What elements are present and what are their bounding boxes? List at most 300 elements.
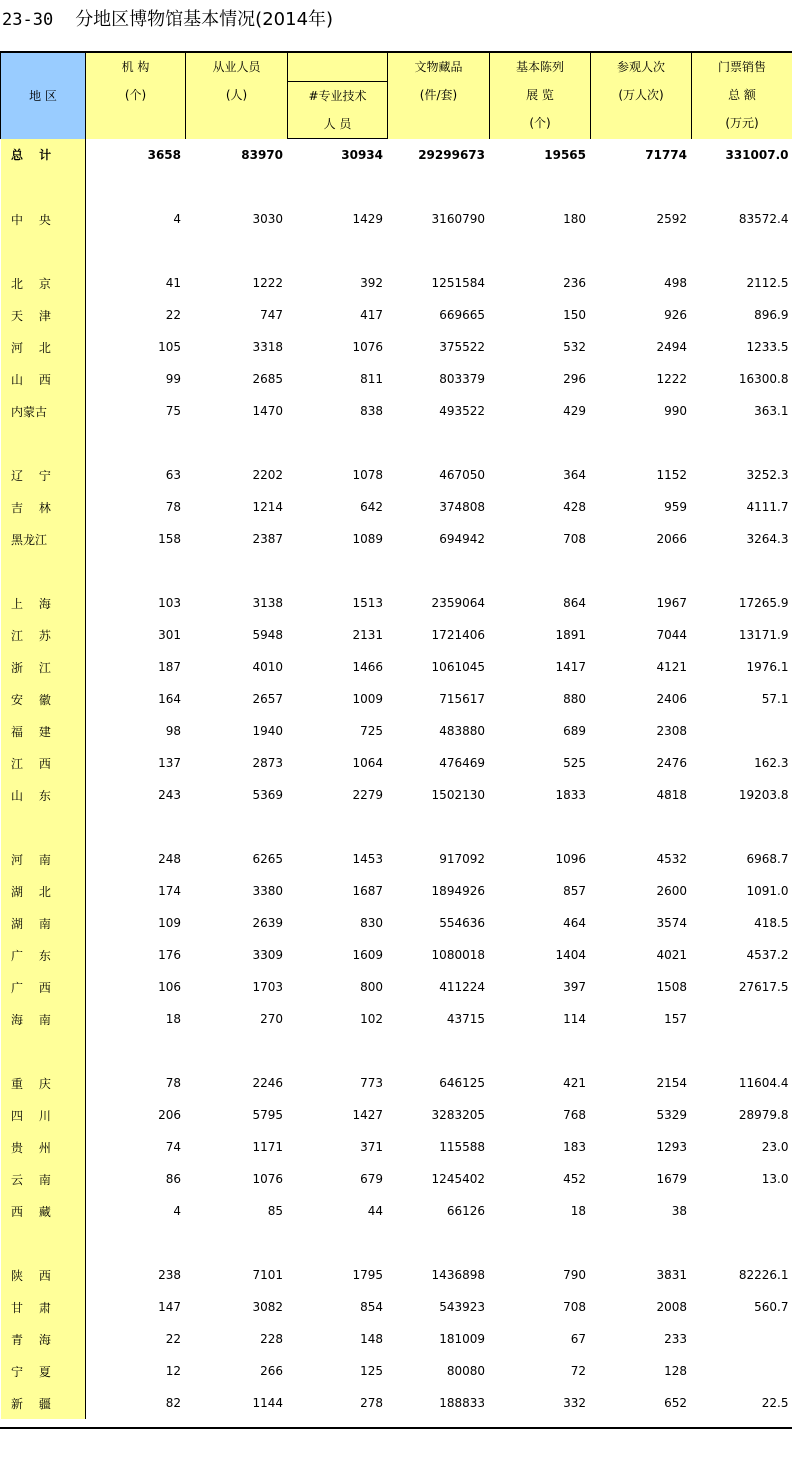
table-row bbox=[1, 459, 792, 491]
value-cell: 669665 bbox=[388, 299, 490, 331]
value-cell: 694942 bbox=[388, 523, 490, 555]
value-cell: 476469 bbox=[388, 747, 490, 779]
value-cell: 864 bbox=[490, 587, 591, 619]
value-cell: 4010 bbox=[186, 651, 288, 683]
value-cell bbox=[86, 1227, 186, 1259]
value-cell: 708 bbox=[490, 1291, 591, 1323]
value-cell bbox=[692, 811, 792, 843]
value-cell bbox=[186, 1035, 288, 1067]
table-gap-row bbox=[1, 235, 792, 267]
value-cell: 2494 bbox=[591, 331, 692, 363]
value-cell: 2639 bbox=[186, 907, 288, 939]
value-cell: 1427 bbox=[288, 1099, 388, 1131]
value-cell bbox=[288, 235, 388, 267]
region-cell: 总 计 bbox=[1, 139, 86, 172]
region-cell: 贵 州 bbox=[1, 1131, 86, 1163]
value-cell: 17265.9 bbox=[692, 587, 792, 619]
header-staff-pro: #专业技术 人 员 bbox=[288, 82, 388, 139]
value-cell bbox=[186, 811, 288, 843]
table-row bbox=[1, 587, 792, 619]
value-cell: 2592 bbox=[591, 203, 692, 235]
value-cell: 28979.8 bbox=[692, 1099, 792, 1131]
value-cell: 1513 bbox=[288, 587, 388, 619]
value-cell: 452 bbox=[490, 1163, 591, 1195]
value-cell: 2008 bbox=[591, 1291, 692, 1323]
value-cell: 137 bbox=[86, 747, 186, 779]
region-cell: 海 南 bbox=[1, 1003, 86, 1035]
value-cell: 1214 bbox=[186, 491, 288, 523]
value-cell: 72 bbox=[490, 1355, 591, 1387]
value-cell bbox=[692, 235, 792, 267]
value-cell: 4 bbox=[86, 1195, 186, 1227]
value-cell: 266 bbox=[186, 1355, 288, 1387]
value-cell: 1687 bbox=[288, 875, 388, 907]
value-cell: 679 bbox=[288, 1163, 388, 1195]
value-cell: 1967 bbox=[591, 587, 692, 619]
value-cell: 12 bbox=[86, 1355, 186, 1387]
value-cell: 30934 bbox=[288, 139, 388, 172]
value-cell: 1152 bbox=[591, 459, 692, 491]
table-gap-row bbox=[1, 811, 792, 843]
value-cell: 3252.3 bbox=[692, 459, 792, 491]
table-number: 23-30 bbox=[2, 10, 54, 30]
value-cell: 3030 bbox=[186, 203, 288, 235]
value-cell: 532 bbox=[490, 331, 591, 363]
value-cell: 1251584 bbox=[388, 267, 490, 299]
value-cell: 3831 bbox=[591, 1259, 692, 1291]
value-cell: 1222 bbox=[591, 363, 692, 395]
value-cell bbox=[692, 1003, 792, 1035]
value-cell: 57.1 bbox=[692, 683, 792, 715]
value-cell: 4111.7 bbox=[692, 491, 792, 523]
value-cell: 1833 bbox=[490, 779, 591, 811]
value-cell bbox=[490, 811, 591, 843]
museum-statistics-table bbox=[0, 52, 792, 1419]
value-cell: 80080 bbox=[388, 1355, 490, 1387]
region-cell: 江 苏 bbox=[1, 619, 86, 651]
value-cell: 147 bbox=[86, 1291, 186, 1323]
value-cell: 332 bbox=[490, 1387, 591, 1419]
region-cell: 广 东 bbox=[1, 939, 86, 971]
region-cell: 四 川 bbox=[1, 1099, 86, 1131]
value-cell: 22 bbox=[86, 299, 186, 331]
value-cell: 1609 bbox=[288, 939, 388, 971]
value-cell: 917092 bbox=[388, 843, 490, 875]
value-cell: 38 bbox=[591, 1195, 692, 1227]
value-cell bbox=[692, 555, 792, 587]
value-cell: 23.0 bbox=[692, 1131, 792, 1163]
value-cell bbox=[591, 1035, 692, 1067]
value-cell: 3264.3 bbox=[692, 523, 792, 555]
value-cell: 1293 bbox=[591, 1131, 692, 1163]
table-row bbox=[1, 1067, 792, 1099]
value-cell: 13171.9 bbox=[692, 619, 792, 651]
value-cell: 467050 bbox=[388, 459, 490, 491]
region-cell: 湖 南 bbox=[1, 907, 86, 939]
region-cell: 吉 林 bbox=[1, 491, 86, 523]
region-cell: 广 西 bbox=[1, 971, 86, 1003]
value-cell: 652 bbox=[591, 1387, 692, 1419]
region-cell: 辽 宁 bbox=[1, 459, 86, 491]
value-cell: 22.5 bbox=[692, 1387, 792, 1419]
table-row bbox=[1, 1163, 792, 1195]
value-cell: 411224 bbox=[388, 971, 490, 1003]
value-cell bbox=[86, 171, 186, 203]
value-cell: 82 bbox=[86, 1387, 186, 1419]
table-row bbox=[1, 779, 792, 811]
value-cell: 19203.8 bbox=[692, 779, 792, 811]
value-cell: 880 bbox=[490, 683, 591, 715]
value-cell: 2685 bbox=[186, 363, 288, 395]
value-cell: 2112.5 bbox=[692, 267, 792, 299]
value-cell: 114 bbox=[490, 1003, 591, 1035]
value-cell bbox=[591, 811, 692, 843]
value-cell: 1466 bbox=[288, 651, 388, 683]
value-cell: 3160790 bbox=[388, 203, 490, 235]
value-cell: 22 bbox=[86, 1323, 186, 1355]
value-cell: 1795 bbox=[288, 1259, 388, 1291]
value-cell bbox=[388, 427, 490, 459]
value-cell: 429 bbox=[490, 395, 591, 427]
value-cell: 768 bbox=[490, 1099, 591, 1131]
value-cell: 243 bbox=[86, 779, 186, 811]
value-cell: 5329 bbox=[591, 1099, 692, 1131]
value-cell: 1470 bbox=[186, 395, 288, 427]
value-cell: 29299673 bbox=[388, 139, 490, 172]
value-cell: 296 bbox=[490, 363, 591, 395]
value-cell: 164 bbox=[86, 683, 186, 715]
value-cell: 109 bbox=[86, 907, 186, 939]
value-cell: 1894926 bbox=[388, 875, 490, 907]
value-cell bbox=[86, 811, 186, 843]
value-cell: 838 bbox=[288, 395, 388, 427]
value-cell bbox=[692, 1035, 792, 1067]
value-cell: 67 bbox=[490, 1323, 591, 1355]
value-cell: 543923 bbox=[388, 1291, 490, 1323]
value-cell: 830 bbox=[288, 907, 388, 939]
value-cell: 1703 bbox=[186, 971, 288, 1003]
value-cell: 4532 bbox=[591, 843, 692, 875]
table-row bbox=[1, 619, 792, 651]
value-cell: 1222 bbox=[186, 267, 288, 299]
value-cell: 800 bbox=[288, 971, 388, 1003]
value-cell: 162.3 bbox=[692, 747, 792, 779]
table-row bbox=[1, 651, 792, 683]
value-cell: 525 bbox=[490, 747, 591, 779]
value-cell: 3082 bbox=[186, 1291, 288, 1323]
value-cell bbox=[692, 171, 792, 203]
value-cell: 560.7 bbox=[692, 1291, 792, 1323]
value-cell bbox=[490, 555, 591, 587]
value-cell: 1061045 bbox=[388, 651, 490, 683]
value-cell bbox=[388, 1035, 490, 1067]
value-cell: 1233.5 bbox=[692, 331, 792, 363]
table-header bbox=[1, 53, 792, 139]
region-cell bbox=[1, 1227, 86, 1259]
value-cell bbox=[186, 427, 288, 459]
table-row bbox=[1, 1003, 792, 1035]
region-cell: 宁 夏 bbox=[1, 1355, 86, 1387]
value-cell: 1091.0 bbox=[692, 875, 792, 907]
value-cell bbox=[186, 555, 288, 587]
value-cell: 228 bbox=[186, 1323, 288, 1355]
value-cell: 150 bbox=[490, 299, 591, 331]
value-cell: 102 bbox=[288, 1003, 388, 1035]
value-cell: 1891 bbox=[490, 619, 591, 651]
region-cell: 陕 西 bbox=[1, 1259, 86, 1291]
value-cell: 78 bbox=[86, 1067, 186, 1099]
region-cell bbox=[1, 427, 86, 459]
value-cell: 6968.7 bbox=[692, 843, 792, 875]
value-cell: 86 bbox=[86, 1163, 186, 1195]
value-cell: 2202 bbox=[186, 459, 288, 491]
value-cell: 3658 bbox=[86, 139, 186, 172]
value-cell: 392 bbox=[288, 267, 388, 299]
value-cell: 176 bbox=[86, 939, 186, 971]
value-cell: 19565 bbox=[490, 139, 591, 172]
value-cell: 188833 bbox=[388, 1387, 490, 1419]
region-cell: 福 建 bbox=[1, 715, 86, 747]
header-staff: 从业人员 (人) bbox=[186, 53, 288, 139]
value-cell: 483880 bbox=[388, 715, 490, 747]
table-row bbox=[1, 747, 792, 779]
table-gap-row bbox=[1, 1227, 792, 1259]
value-cell bbox=[692, 715, 792, 747]
value-cell: 158 bbox=[86, 523, 186, 555]
value-cell: 3574 bbox=[591, 907, 692, 939]
header-visitors: 参观人次 (万人次) bbox=[591, 53, 692, 139]
value-cell: 2387 bbox=[186, 523, 288, 555]
value-cell: 6265 bbox=[186, 843, 288, 875]
region-cell: 内蒙古 bbox=[1, 395, 86, 427]
region-cell: 安 徽 bbox=[1, 683, 86, 715]
value-cell: 1436898 bbox=[388, 1259, 490, 1291]
table-row bbox=[1, 1291, 792, 1323]
region-cell bbox=[1, 235, 86, 267]
value-cell: 157 bbox=[591, 1003, 692, 1035]
region-cell: 山 东 bbox=[1, 779, 86, 811]
value-cell: 2066 bbox=[591, 523, 692, 555]
table-row bbox=[1, 843, 792, 875]
value-cell bbox=[591, 235, 692, 267]
region-cell: 北 京 bbox=[1, 267, 86, 299]
value-cell: 78 bbox=[86, 491, 186, 523]
value-cell: 725 bbox=[288, 715, 388, 747]
value-cell bbox=[186, 1227, 288, 1259]
table-row bbox=[1, 1131, 792, 1163]
region-cell: 重 庆 bbox=[1, 1067, 86, 1099]
value-cell: 708 bbox=[490, 523, 591, 555]
value-cell bbox=[86, 235, 186, 267]
value-cell: 43715 bbox=[388, 1003, 490, 1035]
value-cell: 4121 bbox=[591, 651, 692, 683]
table-body bbox=[1, 139, 792, 1420]
value-cell: 128 bbox=[591, 1355, 692, 1387]
value-cell: 5369 bbox=[186, 779, 288, 811]
value-cell: 2600 bbox=[591, 875, 692, 907]
value-cell bbox=[591, 1227, 692, 1259]
value-cell: 106 bbox=[86, 971, 186, 1003]
bottom-rule bbox=[0, 1427, 792, 1429]
value-cell bbox=[692, 1355, 792, 1387]
value-cell: 854 bbox=[288, 1291, 388, 1323]
value-cell: 1089 bbox=[288, 523, 388, 555]
value-cell bbox=[490, 171, 591, 203]
value-cell: 3283205 bbox=[388, 1099, 490, 1131]
table-row bbox=[1, 715, 792, 747]
region-cell: 新 疆 bbox=[1, 1387, 86, 1419]
value-cell: 1502130 bbox=[388, 779, 490, 811]
table-row bbox=[1, 1195, 792, 1227]
value-cell: 41 bbox=[86, 267, 186, 299]
region-cell: 甘 肃 bbox=[1, 1291, 86, 1323]
table-row bbox=[1, 395, 792, 427]
value-cell: 417 bbox=[288, 299, 388, 331]
value-cell bbox=[692, 1195, 792, 1227]
value-cell: 13.0 bbox=[692, 1163, 792, 1195]
value-cell: 148 bbox=[288, 1323, 388, 1355]
value-cell bbox=[288, 1227, 388, 1259]
value-cell: 646125 bbox=[388, 1067, 490, 1099]
value-cell: 1453 bbox=[288, 843, 388, 875]
value-cell bbox=[186, 171, 288, 203]
value-cell: 1245402 bbox=[388, 1163, 490, 1195]
region-cell: 青 海 bbox=[1, 1323, 86, 1355]
value-cell: 11604.4 bbox=[692, 1067, 792, 1099]
value-cell: 99 bbox=[86, 363, 186, 395]
value-cell: 1009 bbox=[288, 683, 388, 715]
value-cell bbox=[388, 235, 490, 267]
value-cell: 4021 bbox=[591, 939, 692, 971]
value-cell: 7044 bbox=[591, 619, 692, 651]
value-cell: 27617.5 bbox=[692, 971, 792, 1003]
value-cell: 2476 bbox=[591, 747, 692, 779]
value-cell bbox=[288, 1035, 388, 1067]
value-cell: 1096 bbox=[490, 843, 591, 875]
value-cell: 5795 bbox=[186, 1099, 288, 1131]
table-gap-row bbox=[1, 171, 792, 203]
value-cell: 206 bbox=[86, 1099, 186, 1131]
value-cell: 4537.2 bbox=[692, 939, 792, 971]
region-cell: 云 南 bbox=[1, 1163, 86, 1195]
value-cell: 642 bbox=[288, 491, 388, 523]
value-cell: 4 bbox=[86, 203, 186, 235]
value-cell: 959 bbox=[591, 491, 692, 523]
value-cell bbox=[86, 427, 186, 459]
value-cell: 63 bbox=[86, 459, 186, 491]
value-cell bbox=[388, 555, 490, 587]
value-cell: 374808 bbox=[388, 491, 490, 523]
table-row bbox=[1, 1355, 792, 1387]
value-cell: 1976.1 bbox=[692, 651, 792, 683]
header-exhibitions: 基本陈列 展 览 (个) bbox=[490, 53, 591, 139]
value-cell: 498 bbox=[591, 267, 692, 299]
value-cell: 181009 bbox=[388, 1323, 490, 1355]
region-cell: 西 藏 bbox=[1, 1195, 86, 1227]
value-cell bbox=[288, 811, 388, 843]
value-cell bbox=[692, 1323, 792, 1355]
value-cell: 4818 bbox=[591, 779, 692, 811]
value-cell bbox=[86, 1035, 186, 1067]
value-cell bbox=[490, 1227, 591, 1259]
value-cell: 233 bbox=[591, 1323, 692, 1355]
value-cell: 371 bbox=[288, 1131, 388, 1163]
table-row bbox=[1, 907, 792, 939]
table-row bbox=[1, 939, 792, 971]
value-cell: 2359064 bbox=[388, 587, 490, 619]
value-cell: 689 bbox=[490, 715, 591, 747]
value-cell: 2131 bbox=[288, 619, 388, 651]
value-cell: 364 bbox=[490, 459, 591, 491]
value-cell: 18 bbox=[86, 1003, 186, 1035]
table-row bbox=[1, 1099, 792, 1131]
region-cell: 上 海 bbox=[1, 587, 86, 619]
value-cell: 105 bbox=[86, 331, 186, 363]
value-cell bbox=[288, 171, 388, 203]
table-row bbox=[1, 139, 792, 172]
table-row bbox=[1, 363, 792, 395]
value-cell: 174 bbox=[86, 875, 186, 907]
table-row bbox=[1, 683, 792, 715]
value-cell: 238 bbox=[86, 1259, 186, 1291]
region-cell: 黑龙江 bbox=[1, 523, 86, 555]
value-cell: 5948 bbox=[186, 619, 288, 651]
table-gap-row bbox=[1, 1035, 792, 1067]
region-cell bbox=[1, 171, 86, 203]
value-cell: 375522 bbox=[388, 331, 490, 363]
value-cell: 363.1 bbox=[692, 395, 792, 427]
value-cell: 811 bbox=[288, 363, 388, 395]
value-cell bbox=[591, 427, 692, 459]
value-cell bbox=[388, 171, 490, 203]
table-row bbox=[1, 1387, 792, 1419]
value-cell: 71774 bbox=[591, 139, 692, 172]
value-cell: 926 bbox=[591, 299, 692, 331]
value-cell: 554636 bbox=[388, 907, 490, 939]
value-cell: 98 bbox=[86, 715, 186, 747]
region-cell: 湖 北 bbox=[1, 875, 86, 907]
value-cell bbox=[591, 171, 692, 203]
value-cell: 1144 bbox=[186, 1387, 288, 1419]
value-cell: 3309 bbox=[186, 939, 288, 971]
value-cell: 301 bbox=[86, 619, 186, 651]
value-cell: 1417 bbox=[490, 651, 591, 683]
region-cell: 河 南 bbox=[1, 843, 86, 875]
region-cell: 江 西 bbox=[1, 747, 86, 779]
value-cell: 896.9 bbox=[692, 299, 792, 331]
value-cell: 125 bbox=[288, 1355, 388, 1387]
value-cell: 990 bbox=[591, 395, 692, 427]
value-cell: 790 bbox=[490, 1259, 591, 1291]
value-cell: 747 bbox=[186, 299, 288, 331]
value-cell: 1171 bbox=[186, 1131, 288, 1163]
value-cell bbox=[186, 235, 288, 267]
value-cell: 1679 bbox=[591, 1163, 692, 1195]
value-cell: 2657 bbox=[186, 683, 288, 715]
value-cell: 464 bbox=[490, 907, 591, 939]
value-cell: 1508 bbox=[591, 971, 692, 1003]
value-cell: 397 bbox=[490, 971, 591, 1003]
value-cell: 1078 bbox=[288, 459, 388, 491]
region-cell: 中 央 bbox=[1, 203, 86, 235]
value-cell: 7101 bbox=[186, 1259, 288, 1291]
header-staff-spacer bbox=[288, 53, 388, 82]
region-cell bbox=[1, 811, 86, 843]
table-row bbox=[1, 267, 792, 299]
value-cell: 82226.1 bbox=[692, 1259, 792, 1291]
table-gap-row bbox=[1, 427, 792, 459]
value-cell: 1064 bbox=[288, 747, 388, 779]
